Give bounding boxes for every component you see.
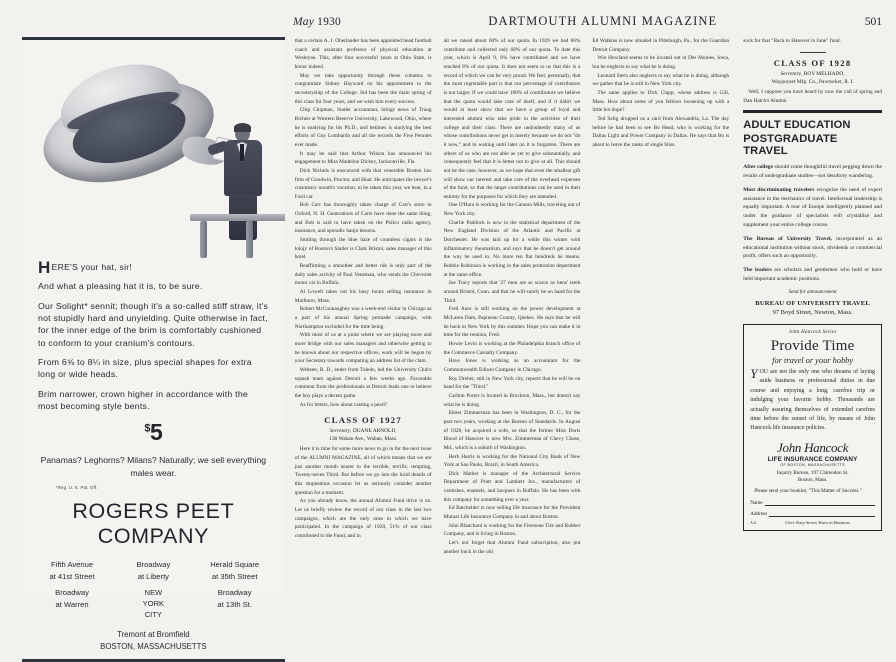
paragraph: Ted Selig dropped us a card from Alexandria, La. The day before he had been to see Bo Head, who is working for the Dallas Light and Power Company in Dallas. He says that Bo is about to leave the ranks of single bliss. — [592, 115, 730, 148]
paragraph: Dick Nichols is ensconced with that venerable Boston law firm of Goodwin, Proctor, and Hoar. He anticipates the lawyer's customary month's vacation, to be taken this year, we hear, in a Ford car. — [294, 167, 432, 200]
paragraph: Fred Auer is still working on the power development at McLaren Dam, Papineau County, Quebec. He says that he will be back in New York by this summer. Hope you can make it in time for the reunion, Fred. — [443, 306, 581, 339]
page-number: 501 — [864, 16, 882, 28]
advertisement-rogers-peet — [10, 37, 289, 651]
ad-headline — [38, 258, 269, 277]
series-label: John Hancock Series — [788, 329, 837, 335]
ornament-top-border — [22, 37, 285, 46]
ad-dropcap: H — [38, 258, 51, 277]
lead-rest: should come thoughtful travel pegging down the results of undergraduate studies—not desultory wandering. — [743, 164, 882, 179]
inquiry-bureau-address — [750, 470, 875, 485]
paragraph: As for letters, how about casting a pearl? — [299, 401, 388, 408]
boston-location — [32, 629, 275, 652]
lead-rest: recognize the need of expert assistance in the mechanics of travel. Intellectual leadership is equally important. A tour of Europe intelligently planned and under the guidance of specialists will crystallize and supplement your entire college course. — [743, 186, 883, 228]
paragraph: May we take opportunity through these columns to congratulate Sidney Hayward on his appointment to the secretaryship of the College. Sid has been the main spring of this class for four years, and we wish him every success. — [294, 72, 432, 105]
boston-city: BOSTON, MASSACHUSETTS — [100, 641, 207, 651]
location-broadway-13th — [195, 587, 275, 610]
paragraph: Roy Dreher, still in New York city, reports that he will be on hand for the "Third." — [443, 375, 581, 391]
hat-illustration — [22, 46, 285, 261]
issue-month: May — [293, 16, 315, 28]
location-herald-square — [195, 559, 275, 582]
location-street: Herald Square — [210, 560, 260, 570]
paragraph: Win Howland seems to be located out in Des Moines, Iowa, but he neglects to say what he is doing. — [592, 55, 730, 70]
advertisement-bureau-travel — [743, 110, 882, 316]
paragraph: Webster, R. D., ender from Toledo, led the University Club's squash team against Detroit a few weeks ago. Favorable comment from the professionals at Detroit leads one to believe the boy plays a decent game. — [294, 366, 432, 399]
paragraph: all we raised about 60% of our quota. In 1929 we had 66% contribute and collected only 68% of our quota. To date this year, which is April 9, 8% have contributed and we have reached 8% of our quota. It does not seem to us that this is a record of which we can be very proud. We feel, personally, that the most regrettable part is that our percentage of contributors is not larger. If we could have 100% of contributors we believe that the quota would take care of itself, and if it didn't we would at least show that we have a group of loyal and interested alumni who take pride in the activities of their college and their class. There are undoubtedly many of us whose contributions never get in merely because we do not "do it now," and in waiting until later on it is forgotten. There are others of us who are not able as yet to give substantially, and consequently feel that it is better not to give at all. This should not be the case, however, as we hope that even the smallest gift will show our interest and take care of the overhead expenses of the fund, so that the larger contributions can be used in their entirety for the purposes for which they are intended. — [443, 38, 581, 200]
ad-headline: Provide Time — [770, 337, 855, 354]
location-street: Broadway — [217, 588, 252, 598]
bureau-name: BUREAU OF UNIVERSITY TRAVEL — [755, 299, 870, 307]
issue-date — [293, 16, 341, 28]
ad-paragraph-4 — [743, 266, 882, 284]
paragraph: Joe Tracy reports that '27 men are as scarce as hens' teeth around Bristol, Conn. and that he will surely be on hand for the Third. — [443, 280, 581, 304]
paragraph: As you already know, the annual Alumni Fund drive is on. Let us briefly review the record of our class in the last two campaigns, which are the only ones in which we have participated. In the campaign of 1928, 51% of our class contributed to the Fund, and in — [294, 498, 432, 539]
location-cross: at Liberty — [137, 571, 169, 581]
secretary-label: Secretary — [780, 70, 802, 77]
field-label: Name — [750, 500, 763, 507]
paragraph: Elmer Zimmerman has been in Washington, D. C., for the past two years, working at the Bureau of Standards. In August of 1928, he acquired a wife, so that the former Miss Doris Blood of Hanover is now Mrs. Zimmerman of Chevy Chase, Md., which is a suburb of Washington. — [443, 410, 581, 451]
inquiry-street: Inquiry Bureau, 197 Clarendon St. — [776, 469, 849, 476]
field-label: Address — [750, 511, 768, 518]
location-cross: at 41st Street — [49, 571, 95, 581]
advertisement-john-hancock — [743, 324, 882, 532]
paragraph: Robert McConnaughey was a week-end visitor in Chicago as a part of his annual Spring permade campaign, with Northampton excluded for the time being. — [294, 306, 432, 330]
issue-year: 1930 — [317, 16, 341, 28]
ad-paragraph-1: And what a pleasing hat it is, to be sure. — [38, 281, 203, 292]
ad-headline-rest: ERE'S your hat, sir! — [51, 262, 133, 272]
ad-paragraph-2 — [743, 186, 882, 230]
lead-rest: are scholars and gentlemen who hold or have held important academic positions. — [743, 267, 882, 282]
paragraph: One O'Hara is working for the Cannon Mills, traveling out of New York city. — [443, 202, 581, 218]
magazine-title: DARTMOUTH ALUMNI MAGAZINE — [488, 14, 718, 28]
location-street: Broadway — [136, 560, 171, 570]
location-cross: at Warren — [55, 599, 89, 609]
paragraph: Leonard Stern also neglects to say what he is doing, although we gather that he is still in New York city. — [592, 72, 730, 88]
paragraph: Bob Carr has thoroughly taken charge of Carr's store in Oxford, N. H. Generations of Carrs have done the same thing, and Bob is said to have taken on the Philco radio agency, insurance, and sporadic banjo lessons. — [294, 202, 432, 235]
ad-slogan: Over Sixty-Seven Years in Business — [785, 520, 850, 526]
paragraph: With most of us at a point where we are playing more and more bridge with our sales managers and otherwise getting to be known about our respective offices, work will be begun by your Secretary towards computing an address list of the clam. — [294, 332, 432, 365]
locations-row-1 — [32, 559, 275, 582]
ad-paragraph-2: Our Solight* sennit; though it's a so-called stiff straw, it's not stupidly hard and unyielding. Quite otherwise in fact, for the inner edge of the brim is comfortably cushioned to conform to your cranium's contours. — [38, 300, 269, 348]
field-rule[interactable] — [769, 509, 875, 517]
paragraph: The same applies to Dick Clapp, whose address is Gill, Mass. How about some of you fellows loosening up with a little hot dope? — [592, 89, 730, 114]
class-secretary-1928: Secretary, ROY MELHADO, Waypoyset Mfg. Co., Pawtucket, R. I. — [771, 70, 854, 85]
store-locations — [22, 559, 285, 652]
ornament-bottom-border — [22, 653, 285, 662]
bureau-address: 97 Boyd Street, Newton, Mass. — [772, 308, 853, 316]
john-hancock-signature-logo: John Hancock — [777, 439, 849, 455]
class-title: CLASS OF 1927 — [324, 415, 402, 426]
paragraph: Herb Harris is working for the National City Bank of New York at Sao Paulo, Brazil, in South America. — [443, 453, 581, 469]
paragraph: Ed Watkins is now situated in Pittsburgh, Pa., for the Guardian Detroit Company. — [592, 38, 730, 53]
text-column-4 — [586, 37, 735, 597]
ad-paragraph-4: Brim narrower, crown higher in accordance with the most becoming style bents. — [38, 388, 248, 412]
class-secretary-1927: Secretary, DUANE ARNOLD, 138 Waban Ave., Waban, Mass. — [329, 428, 398, 443]
company-type-line: LIFE INSURANCE COMPANY — [767, 455, 858, 463]
company-location-line: OF BOSTON, MASSACHUSETTS — [780, 462, 845, 467]
location-cross: at 13th St. — [217, 599, 252, 609]
boston-street: Tremont at Bromfield — [117, 630, 190, 640]
paragraph: Have Jones is working as an accountant for the Commonwealth Edison Company in Chicago. — [443, 358, 581, 373]
paragraph: John Blanchard is working for the Firestone Tire and Rubber Company, and is living in Boston. — [443, 522, 581, 538]
currency-symbol: $ — [144, 422, 151, 435]
secretary-address: 138 Waban Ave., Waban, Mass. — [329, 436, 398, 443]
ad-corner-code: A.G. — [750, 520, 758, 525]
price-label — [38, 419, 269, 446]
paragraph: Well, I suppose you have heard by now the call of spring and Dan Hatch's Alumni — [743, 88, 883, 104]
secretary-label: Secretary — [329, 428, 351, 435]
ad-body-rest: OU are not the only one who dreams of laying aside business or professional duties in due course and enjoying a long, carefree trip or indulging your favorite hobby. Thousands are actually assuring themselves of extended carefree time before the sunset of life, by means of John Hancock life insurance policies. — [750, 368, 876, 432]
location-broadway-warren — [32, 587, 112, 610]
text-column-2 — [289, 37, 438, 597]
lead-in: Most discriminating travelers — [743, 186, 815, 193]
location-street: Broadway — [55, 588, 89, 598]
ad-dropcap: Y — [750, 365, 758, 381]
lead-rest: incorporated as an educational institution without stock, dividends or commercial profit, offers such an opportunity. — [743, 235, 883, 260]
table-illustration — [190, 214, 285, 258]
ad-footer — [750, 520, 875, 525]
ad-headline-line2: POSTGRADUATE TRAVEL — [743, 133, 838, 158]
paragraph: Let's not forget that Alumni Fund subscription, also put another buck in the old — [443, 540, 581, 555]
paragraph: Ed Batchelder is now selling life insurance for the Provident Mutual Life Insurance Company in and about Boston. — [443, 505, 581, 521]
ad-paragraph-1 — [743, 163, 882, 181]
lead-in: After college — [743, 164, 773, 171]
company-name: ROGERS PEET COMPANY — [72, 499, 235, 549]
paragraph: Al Lowell takes out his busy hours selling insurance in Marlboro, Mass. — [294, 289, 432, 304]
location-cross: at 35th Street — [211, 571, 258, 581]
page-columns — [10, 37, 886, 651]
ad-paragraph-3 — [743, 235, 882, 261]
paragraph: Carlton Porter is located in Brockton, Mass., but doesn't say what he is doing. — [443, 392, 581, 408]
paragraph: Charlie Paddock is now in the statistical department of the New England Division of the Atlantic and Pacific at Dorchester. He was laid up for a while this winter with inflammatory rheumatism, and says that he doesn't get around the way he used to. No more ten flat hundreds he means. Robbie Robinson is working in the sales promotion department at the same office. — [443, 219, 581, 278]
inquiry-city: Boston, Mass. — [797, 477, 828, 484]
ad-headline-line1: ADULT EDUCATION — [743, 119, 851, 132]
text-column-5 — [735, 37, 886, 597]
city-label: NEW YORK CITY — [142, 588, 165, 620]
text-column-3 — [438, 37, 587, 597]
paragraph: sock for that "Back to Hanover in June" fund. — [743, 38, 841, 44]
ad-paragraph-3: From 6⅝ to 8¼ in size, plus special shapes for extra long or wide heads. — [38, 357, 252, 380]
location-broadway-liberty — [113, 559, 193, 582]
paragraph: It may be said that Arthur Wilson has announced his engagement to Miss Madeline Dickey, Jacksonville, Fla. — [294, 150, 432, 166]
secretary-name: ROY MELHADO — [803, 70, 844, 77]
paragraph: Chip Chipman, Statler accountant, brings news of Traug Richter at Western Reserve University, Lakewood, Ohio, where he is studying for his Ph.D., and betimes is studying the best efforts of Guy Lombardo and all the records the Five Pennies ever made. — [294, 107, 432, 148]
secretary-address: Waypoyset Mfg. Co., Pawtucket, R. I. — [771, 78, 854, 85]
class-heading-1927 — [295, 415, 432, 425]
lead-in: The leaders — [743, 267, 772, 274]
class-title: CLASS OF 1928 — [773, 57, 852, 68]
coupon-address-field[interactable] — [750, 509, 875, 517]
trademark-note: *Reg. U. S. Pat. Off. — [56, 485, 98, 491]
section-divider — [800, 52, 826, 53]
lead-in: The Bureau of University Travel, — [743, 235, 832, 242]
ad-top-rule — [743, 110, 882, 113]
field-rule[interactable] — [765, 498, 875, 506]
straw-hat-icon — [26, 46, 230, 214]
paragraph: that a certain A. J. Oberlander has been appointed head football coach and assistant professor of physical education at Wesleyan. This, after four successful years at Ohio State, is honor indeed. — [294, 38, 432, 70]
ad-subhead: for travel or your hobby — [772, 355, 854, 365]
coupon-name-field[interactable] — [750, 498, 875, 506]
ad-tagline: Panamas? Leghorns? Milans? Naturally; we sell everything males wear. — [40, 455, 267, 478]
price-amount: 5 — [150, 419, 163, 446]
ad-copy-block — [22, 258, 285, 491]
locations-row-2 — [32, 587, 275, 620]
send-for-announcement[interactable]: Send for announcement — [788, 288, 837, 295]
location-street: Fifth Avenue — [51, 560, 94, 570]
paragraph: Reaffirming a smoother and better nik is only part of the daily sales activity of Paul Veneman, who vends the Chevrolet motor car in Buffalo. — [294, 263, 432, 287]
paragraph: Howie Levin is working at the Philadelphia branch office of the Commerce Casualty Company. — [443, 340, 581, 356]
location-fifth-avenue — [32, 559, 112, 582]
paragraph: Smiling through the blue haze of countless cigars is the lolojy of Boston's Statler is Clark Bristol, sales manager of this hotel. — [294, 237, 432, 261]
class-heading-1928 — [743, 52, 882, 68]
secretary-name: DUANE ARNOLD — [352, 428, 396, 435]
booklet-request-text: Please send your booklet, "This Matter of Success." — [754, 487, 862, 494]
running-head — [10, 14, 886, 34]
ad-body — [750, 365, 876, 434]
paragraph: Dick Mather is manager of the Architectural Service Department of Pratt and Lambert Inc., manufacturers of varnishes, enamels, and lacquers in Buffalo. He has been with this company for something over a year. — [443, 470, 581, 503]
paragraph: Here it is time for some more news to go in for the next issue of the ALUMNI MAGAZINE, all of which means that we are just another month nearer to the terrible, terrific, tempting, Twenty-seven Third. But before we go into the lurid details of this stupendous occasion let us seriously consider another question for a moment. — [294, 446, 432, 496]
